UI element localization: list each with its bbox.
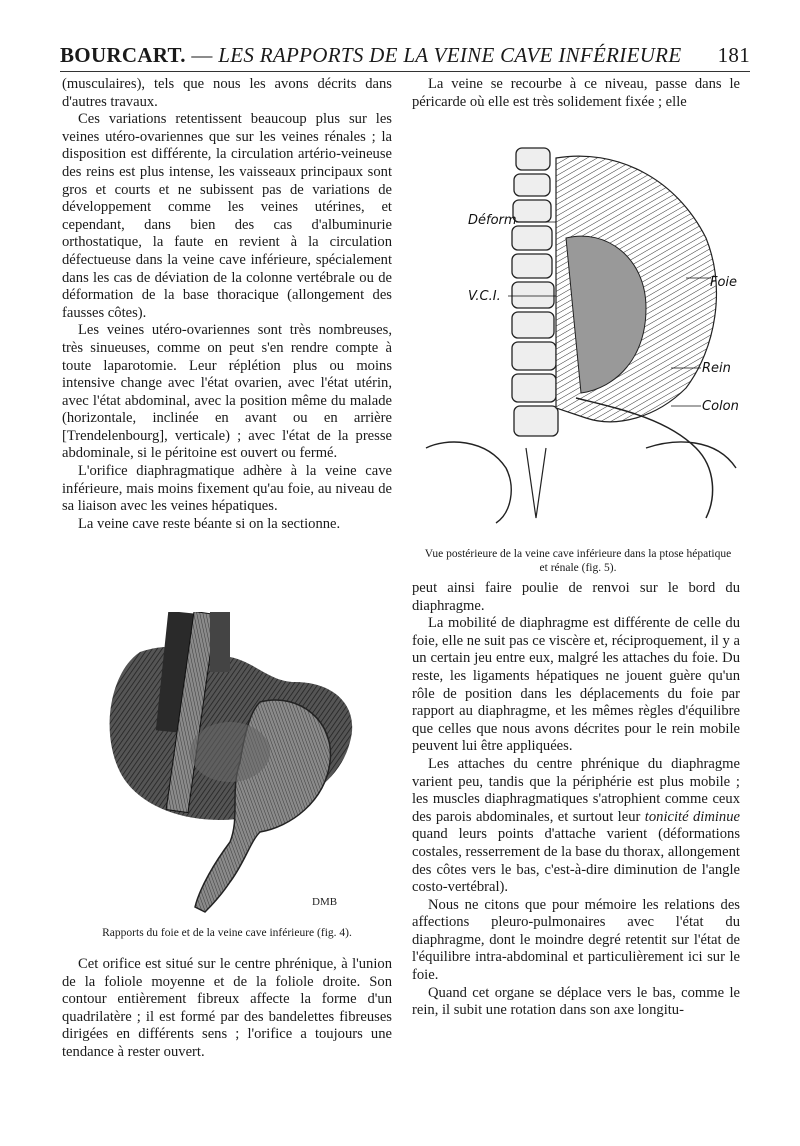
paragraph bbox=[412, 756, 740, 897]
paragraph: Quand cet organe se déplace vers le bas, comme le rein, il subit une rotation dans son axe longitu- bbox=[412, 984, 740, 1019]
paragraph: peut ainsi faire poulie de renvoi sur le bord du diaphragme. bbox=[412, 580, 740, 614]
figure-4-caption: Rapports du foie et de la veine cave inférieure (fig. 4). bbox=[102, 927, 352, 939]
text-run: quand leurs points d'attache varient (déformations costales, resserrement de la base du thorax, allongement des côtes vers le bas, c'est-à-dire diminution de l'angle costo-vertébral). bbox=[412, 826, 740, 896]
label-deform: Déform bbox=[468, 213, 517, 228]
page-number: 181 bbox=[717, 43, 750, 67]
header-title: LES RAPPORTS DE LA VEINE CAVE INFÉRIEURE bbox=[218, 43, 682, 67]
header-author: BOURCART. bbox=[60, 43, 186, 67]
figure-5-caption: Vue postérieure de la veine cave inférieure dans la ptose hépatique et rénale (fig. 5). bbox=[424, 548, 732, 574]
paragraph: (musculaires), tels que nous les avons décrits dans d'autres travaux. bbox=[62, 76, 392, 110]
figure-4-signature: DMB bbox=[312, 896, 338, 908]
paragraph: La mobilité de diaphragme est différente de celle du foie, elle ne suit pas ce viscère et, réciproquement, il y a un certain jeu entre eux, malgré les attaches du foie. Du reste, les ligaments hépatiques ne jouent guère qu'un rôle de position dans les déplacements du foie par rapport au diaphragme, et les mêmes règles d'équilibre que celles que nous avons décrites pour le rein mobile peuvent lui être appliquées. bbox=[412, 615, 740, 755]
paragraph: L'orifice diaphragmatique adhère à la veine cave inférieure, mais moins fixement qu'au foie, au niveau de sa liaison avec les veines hépatiques. bbox=[62, 463, 392, 515]
figure-4-liver-illustration bbox=[80, 612, 370, 916]
header-rule bbox=[60, 71, 750, 72]
column-left-bottom bbox=[62, 956, 392, 1062]
paragraph: La veine cave reste béante si on la sectionne. bbox=[78, 515, 341, 532]
figure-5-spine-illustration bbox=[416, 118, 746, 538]
column-left-top bbox=[62, 76, 392, 533]
paragraph: La veine se recourbe à ce niveau, passe dans le péricarde où elle est très solidement fixée ; elle bbox=[412, 76, 740, 110]
paragraph: Cet orifice est situé sur le centre phrénique, à l'union de la foliole moyenne et de la foliole droite. Son contour entièrement fibreux affecte la forme d'un quadrilatère ; il est formé par des bandelettes fibreuses dirigées en différents sens ; l'orifice a toujours une tendance à rester ouvert. bbox=[62, 956, 392, 1060]
label-vci: V.C.I. bbox=[468, 289, 501, 304]
header-dash: — bbox=[191, 43, 213, 67]
label-colon: Colon bbox=[702, 399, 739, 414]
label-rein: Rein bbox=[702, 361, 731, 376]
paragraph: Ces variations retentissent beaucoup plus sur les veines utéro-ovariennes que sur les veines rénales ; la disposition est différente, la circulation artério-veineuse des reins est plus intense, les vaisseaux principaux sont gros et courts et ne subissent pas de variations de développement comme les veines utérines, et cependant, dans bien des cas d'albuminurie orthostatique, la faute en revient à la circulation défectueuse dans la veine cave inférieure, spécialement dans les cas de déviation de la colonne vertébrale ou de déformation de la base thoracique (allongement des fausses côtes). bbox=[62, 111, 392, 321]
column-right-bottom bbox=[412, 580, 740, 1020]
running-header bbox=[60, 40, 750, 70]
paragraph: Les veines utéro-ovariennes sont très nombreuses, très sinueuses, comme on peut s'en rendre compte à toute laparotomie. Leur réplétion plus ou moins intensive change avec l'état ovarien, avec l'état utérin, avec l'état abdominal, avec la position même du malade (horizontale, inclinée en avant ou en arrière [Trendelenbourg], verticale) ; avec l'état de la presse abdominale, si le péritoine est ouvert ou fermé. bbox=[62, 322, 392, 462]
text-run: Les attaches du centre phrénique du diaphragme varient peu, tandis que la périphérie est plus mobile ; les muscles diaphragmatiques s'atrophient comme ceux des parois abdominales, et surtout leur bbox=[412, 755, 740, 825]
paragraph: Nous ne citons que pour mémoire les relations des affections pleuro-pulmonaires avec l'état du diaphragme, dont le moindre degré retentit sur l'état de l'équilibre intra-abdominal et particulièrement ici sur le foie. bbox=[412, 896, 740, 984]
column-right-top bbox=[412, 76, 740, 111]
label-foie: Foie bbox=[710, 275, 738, 290]
emphasis-text: tonicité diminue bbox=[644, 808, 740, 825]
